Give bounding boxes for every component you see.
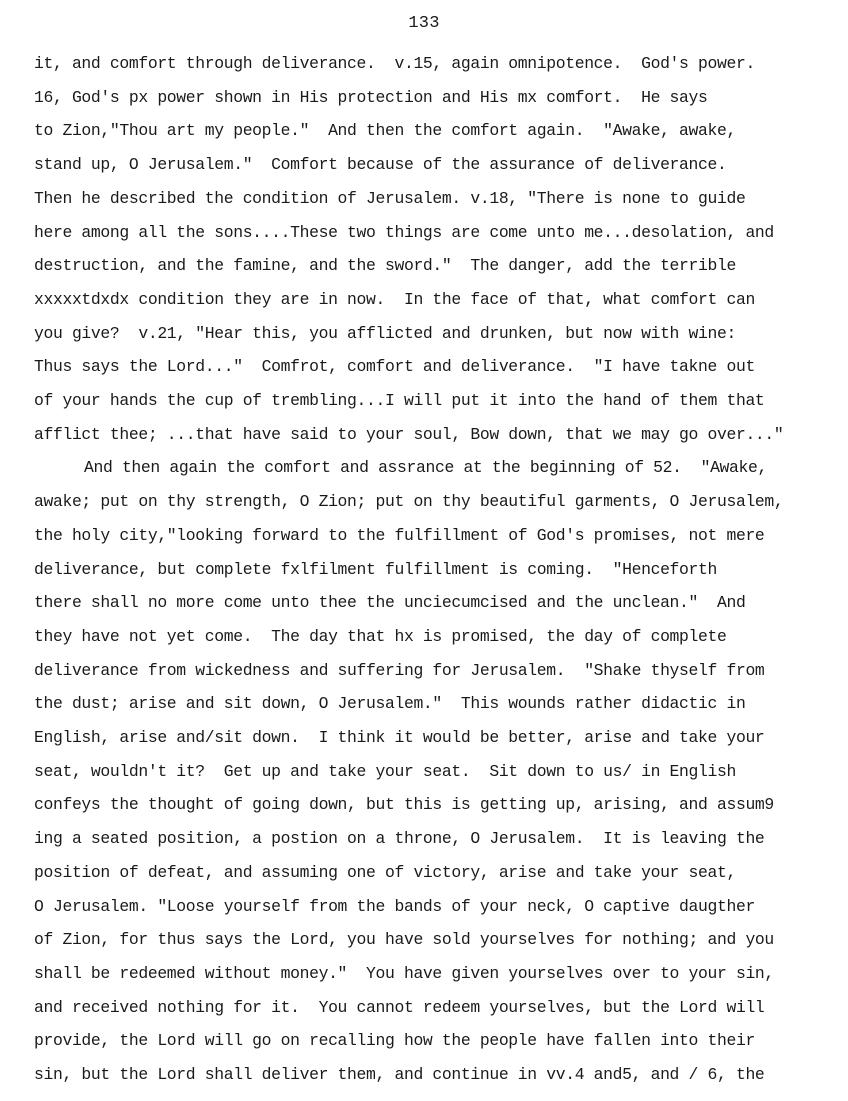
text-line: there shall no more come unto thee the unciecumcised and the unclean." And [34,593,746,613]
text-line: stand up, O Jerusalem." Comfort because of the assurance of deliverance. [34,155,727,175]
text-line: of Zion, for thus says the Lord, you have sold yourselves for nothing; and you [34,930,774,950]
text-line: and received nothing for it. You cannot redeem yourselves, but the Lord will [34,997,765,1017]
text-line: Thus says the Lord..." Comfrot, comfort and deliverance. "I have takne out [34,357,755,377]
text-line: provide, the Lord will go on recalling how the people have fallen into their [34,1031,755,1051]
page-number: 133 [408,14,440,33]
text-line: destruction, and the famine, and the sword." The danger, add the terrible [34,256,736,276]
text-line: deliverance from wickedness and suffering for Jerusalem. "Shake thyself from [34,660,765,680]
text-line: Then he described the condition of Jerusalem. v.18, "There is none to guide [34,188,746,208]
text-line: you give? v.21, "Hear this, you afflicted and drunken, but now with wine: [34,323,736,343]
text-line: 16, God's px power shown in His protection and His mx comfort. He says [34,87,708,107]
text-line: O Jerusalem. "Loose yourself from the bands of your neck, O captive daugther [34,896,755,916]
text-line: confeys the thought of going down, but this is getting up, arising, and assum9 [34,795,774,815]
text-line: position of defeat, and assuming one of victory, arise and take your seat, [34,862,736,882]
text-line: xxxxxtdxdx condition they are in now. In the face of that, what comfort can [34,289,755,309]
text-line: ing a seated position, a postion on a throne, O Jerusalem. It is leaving the [34,829,765,849]
text-line: to Zion,"Thou art my people." And then the comfort again. "Awake, awake, [34,121,736,141]
text-line: deliverance, but complete fxlfilment fulfillment is coming. "Henceforth [34,559,717,579]
text-line: here among all the sons....These two things are come unto me...desolation, and [34,222,774,242]
text-line: it, and comfort through deliverance. v.15, again omnipotence. God's power. [34,54,755,73]
text-line: the dust; arise and sit down, O Jerusalem." This wounds rather didactic in [34,694,746,714]
text-line: the holy city,"looking forward to the fulfillment of God's promises, not mere [34,525,765,545]
text-line: seat, wouldn't it? Get up and take your seat. Sit down to us/ in English [34,761,736,781]
text-line: afflict thee; ...that have said to your soul, Bow down, that we may go over..." [34,424,784,444]
text-line: English, arise and/sit down. I think it would be better, arise and take your [34,728,765,747]
paragraph-start-line: And then again the comfort and assrance at the beginning of 52. "Awake, [84,458,767,478]
text-line: of your hands the cup of trembling...I will put it into the hand of them that [34,391,765,410]
text-line: they have not yet come. The day that hx is promised, the day of complete [34,626,727,646]
text-line: sin, but the Lord shall deliver them, and continue in vv.4 and5, and / 6, the [34,1065,765,1084]
text-line: awake; put on thy strength, O Zion; put on thy beautiful garments, O Jerusalem, [34,492,784,512]
text-line: shall be redeemed without money." You have given yourselves over to your sin, [34,963,774,983]
